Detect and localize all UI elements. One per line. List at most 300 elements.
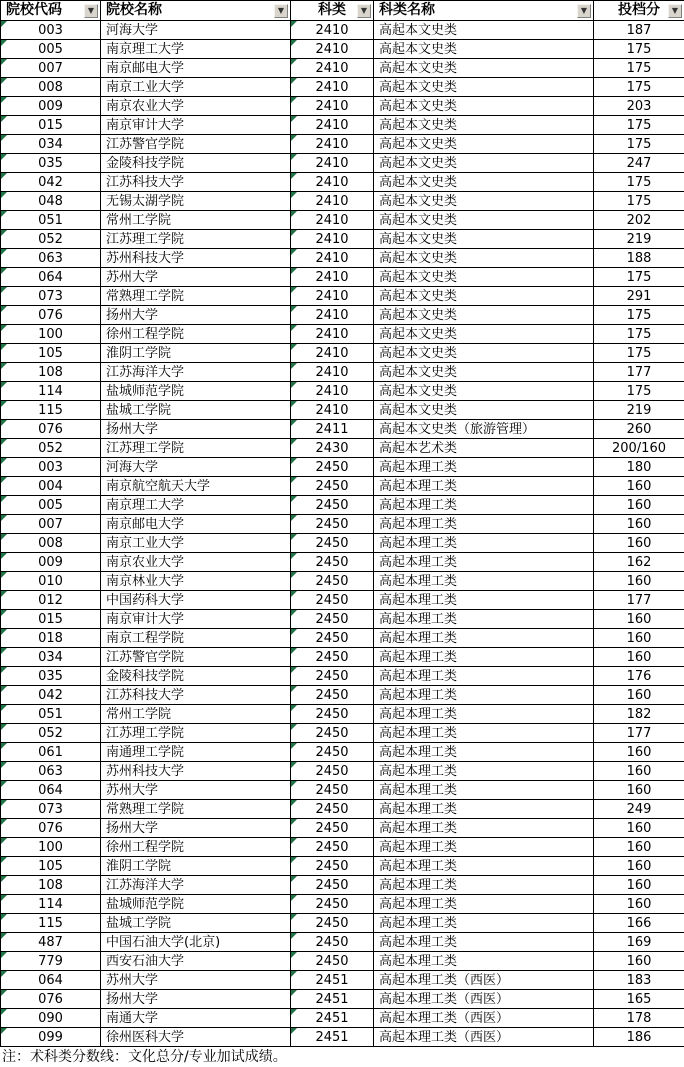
table-row	[1, 154, 684, 173]
cell-college-name: 南京工业大学	[101, 78, 291, 97]
cell-college-name: 江苏科技大学	[101, 686, 291, 705]
cell-college-name: 盐城工学院	[101, 401, 291, 420]
cell-category-code: 2450	[291, 876, 374, 895]
cell-category-code: 2410	[291, 78, 374, 97]
error-indicator-triangle-icon	[291, 97, 297, 103]
cell-category-name: 高起本文史类	[374, 40, 594, 59]
cell-admission-score: 175	[594, 268, 684, 287]
filter-dropdown-button[interactable]: ▼	[274, 4, 288, 18]
cell-college-code: 048	[1, 192, 101, 211]
cell-admission-score: 175	[594, 306, 684, 325]
filter-dropdown-button[interactable]: ▼	[84, 4, 98, 18]
table-row	[1, 363, 684, 382]
table-row	[1, 534, 684, 553]
table-row	[1, 724, 684, 743]
error-indicator-triangle-icon	[291, 686, 297, 692]
cell-category-name: 高起本文史类	[374, 249, 594, 268]
cell-category-code: 2410	[291, 325, 374, 344]
cell-category-name: 高起本理工类	[374, 477, 594, 496]
cell-category-code: 2410	[291, 287, 374, 306]
error-indicator-triangle-icon	[291, 781, 297, 787]
cell-category-code: 2410	[291, 268, 374, 287]
cell-category-code: 2450	[291, 553, 374, 572]
column-header-label: 科类名称	[379, 2, 435, 19]
cell-college-name: 苏州大学	[101, 781, 291, 800]
cell-admission-score: 249	[594, 800, 684, 819]
error-indicator-triangle-icon	[1, 78, 7, 84]
cell-college-code: 008	[1, 534, 101, 553]
cell-category-code: 2450	[291, 496, 374, 515]
cell-college-name: 苏州科技大学	[101, 762, 291, 781]
cell-college-name: 江苏理工学院	[101, 439, 291, 458]
cell-admission-score: 160	[594, 762, 684, 781]
cell-category-name: 高起本理工类	[374, 876, 594, 895]
cell-category-code: 2410	[291, 382, 374, 401]
cell-category-name: 高起本文史类	[374, 230, 594, 249]
table-row	[1, 21, 684, 40]
error-indicator-triangle-icon	[1, 382, 7, 388]
cell-college-code: 090	[1, 1009, 101, 1028]
cell-admission-score: 187	[594, 21, 684, 40]
cell-college-name: 南通大学	[101, 1009, 291, 1028]
cell-admission-score: 188	[594, 249, 684, 268]
error-indicator-triangle-icon	[291, 971, 297, 977]
cell-category-name: 高起本理工类	[374, 629, 594, 648]
cell-category-name: 高起本理工类	[374, 553, 594, 572]
cell-college-name: 常熟理工学院	[101, 800, 291, 819]
cell-college-name: 盐城工学院	[101, 914, 291, 933]
cell-admission-score: 175	[594, 344, 684, 363]
cell-admission-score: 162	[594, 553, 684, 572]
cell-college-name: 南京审计大学	[101, 610, 291, 629]
cell-admission-score: 183	[594, 971, 684, 990]
cell-college-code: 061	[1, 743, 101, 762]
table-row	[1, 192, 684, 211]
cell-category-code: 2451	[291, 1028, 374, 1047]
error-indicator-triangle-icon	[291, 363, 297, 369]
cell-college-code: 015	[1, 116, 101, 135]
cell-category-code: 2450	[291, 610, 374, 629]
cell-admission-score: 175	[594, 192, 684, 211]
error-indicator-triangle-icon	[1, 572, 7, 578]
cell-category-name: 高起本文史类	[374, 173, 594, 192]
error-indicator-triangle-icon	[291, 914, 297, 920]
error-indicator-triangle-icon	[1, 686, 7, 692]
table-row	[1, 819, 684, 838]
error-indicator-triangle-icon	[291, 762, 297, 768]
cell-category-name: 高起本理工类	[374, 914, 594, 933]
table-row	[1, 667, 684, 686]
error-indicator-triangle-icon	[1, 705, 7, 711]
cell-admission-score: 160	[594, 515, 684, 534]
cell-college-code: 015	[1, 610, 101, 629]
error-indicator-triangle-icon	[1, 496, 7, 502]
cell-college-code: 114	[1, 895, 101, 914]
cell-college-code: 076	[1, 306, 101, 325]
table-row	[1, 325, 684, 344]
error-indicator-triangle-icon	[1, 401, 7, 407]
error-indicator-triangle-icon	[1, 591, 7, 597]
cell-college-code: 052	[1, 724, 101, 743]
cell-category-name: 高起本理工类	[374, 800, 594, 819]
cell-college-code: 034	[1, 135, 101, 154]
cell-category-name: 高起本文史类	[374, 363, 594, 382]
error-indicator-triangle-icon	[291, 211, 297, 217]
cell-college-code: 005	[1, 40, 101, 59]
column-header-label: 科类	[318, 2, 346, 19]
error-indicator-triangle-icon	[291, 819, 297, 825]
cell-category-code: 2450	[291, 857, 374, 876]
cell-admission-score: 160	[594, 895, 684, 914]
table-row	[1, 211, 684, 230]
cell-college-name: 金陵科技学院	[101, 154, 291, 173]
cell-category-code: 2410	[291, 97, 374, 116]
cell-admission-score: 203	[594, 97, 684, 116]
cell-college-name: 南京理工大学	[101, 496, 291, 515]
cell-admission-score: 175	[594, 382, 684, 401]
cell-college-name: 淮阴工学院	[101, 857, 291, 876]
cell-category-name: 高起本文史类	[374, 382, 594, 401]
cell-college-name: 南京农业大学	[101, 553, 291, 572]
cell-admission-score: 160	[594, 952, 684, 971]
error-indicator-triangle-icon	[291, 344, 297, 350]
cell-admission-score: 178	[594, 1009, 684, 1028]
cell-admission-score: 160	[594, 496, 684, 515]
cell-college-code: 115	[1, 914, 101, 933]
cell-college-name: 河海大学	[101, 21, 291, 40]
cell-college-code: 487	[1, 933, 101, 952]
error-indicator-triangle-icon	[291, 705, 297, 711]
cell-category-name: 高起本文史类	[374, 192, 594, 211]
cell-college-name: 江苏理工学院	[101, 230, 291, 249]
cell-college-name: 江苏海洋大学	[101, 363, 291, 382]
cell-category-name: 高起本文史类	[374, 154, 594, 173]
cell-college-code: 008	[1, 78, 101, 97]
cell-college-name: 金陵科技学院	[101, 667, 291, 686]
cell-admission-score: 160	[594, 572, 684, 591]
error-indicator-triangle-icon	[291, 116, 297, 122]
error-indicator-triangle-icon	[291, 59, 297, 65]
cell-category-code: 2410	[291, 40, 374, 59]
error-indicator-triangle-icon	[291, 458, 297, 464]
table-row	[1, 173, 684, 192]
filter-dropdown-button[interactable]: ▼	[668, 4, 682, 18]
table-row	[1, 344, 684, 363]
cell-college-code: 114	[1, 382, 101, 401]
cell-college-name: 苏州科技大学	[101, 249, 291, 268]
error-indicator-triangle-icon	[1, 154, 7, 160]
cell-college-name: 中国药科大学	[101, 591, 291, 610]
cell-category-name: 高起本理工类	[374, 743, 594, 762]
cell-college-code: 076	[1, 990, 101, 1009]
error-indicator-triangle-icon	[1, 990, 7, 996]
error-indicator-triangle-icon	[291, 78, 297, 84]
cell-college-code: 009	[1, 97, 101, 116]
cell-category-code: 2450	[291, 591, 374, 610]
table-row	[1, 135, 684, 154]
cell-category-name: 高起本理工类	[374, 515, 594, 534]
table-row	[1, 914, 684, 933]
cell-admission-score: 160	[594, 477, 684, 496]
table-row	[1, 743, 684, 762]
cell-category-code: 2450	[291, 952, 374, 971]
cell-college-code: 108	[1, 876, 101, 895]
column-header-admission-score	[594, 1, 684, 21]
error-indicator-triangle-icon	[291, 401, 297, 407]
table-row	[1, 876, 684, 895]
cell-college-code: 018	[1, 629, 101, 648]
cell-category-name: 高起本文史类	[374, 306, 594, 325]
cell-category-name: 高起本文史类（旅游管理）	[374, 420, 594, 439]
error-indicator-triangle-icon	[1, 971, 7, 977]
error-indicator-triangle-icon	[291, 439, 297, 445]
cell-admission-score: 175	[594, 325, 684, 344]
cell-category-name: 高起本理工类（西医）	[374, 1009, 594, 1028]
table-row	[1, 40, 684, 59]
table-row	[1, 116, 684, 135]
error-indicator-triangle-icon	[291, 1009, 297, 1015]
error-indicator-triangle-icon	[291, 534, 297, 540]
table-row	[1, 895, 684, 914]
cell-category-code: 2450	[291, 838, 374, 857]
cell-college-code: 076	[1, 420, 101, 439]
error-indicator-triangle-icon	[1, 553, 7, 559]
error-indicator-triangle-icon	[1, 40, 7, 46]
cell-college-code: 051	[1, 211, 101, 230]
cell-college-name: 西安石油大学	[101, 952, 291, 971]
error-indicator-triangle-icon	[291, 21, 297, 27]
error-indicator-triangle-icon	[1, 933, 7, 939]
cell-category-code: 2410	[291, 154, 374, 173]
table-body	[1, 21, 684, 1047]
error-indicator-triangle-icon	[291, 572, 297, 578]
cell-college-code: 105	[1, 857, 101, 876]
cell-college-code: 063	[1, 249, 101, 268]
cell-college-code: 073	[1, 287, 101, 306]
cell-category-code: 2410	[291, 363, 374, 382]
error-indicator-triangle-icon	[291, 648, 297, 654]
filter-dropdown-button[interactable]: ▼	[357, 4, 371, 18]
error-indicator-triangle-icon	[1, 458, 7, 464]
table-row	[1, 971, 684, 990]
column-header-college-code	[1, 1, 101, 21]
cell-category-code: 2410	[291, 211, 374, 230]
table-row	[1, 439, 684, 458]
error-indicator-triangle-icon	[1, 116, 7, 122]
error-indicator-triangle-icon	[291, 743, 297, 749]
error-indicator-triangle-icon	[1, 1009, 7, 1015]
cell-category-code: 2410	[291, 173, 374, 192]
error-indicator-triangle-icon	[291, 591, 297, 597]
cell-category-name: 高起本理工类	[374, 534, 594, 553]
table-row	[1, 496, 684, 515]
cell-category-name: 高起本理工类	[374, 952, 594, 971]
cell-college-code: 064	[1, 268, 101, 287]
table-row	[1, 420, 684, 439]
cell-admission-score: 165	[594, 990, 684, 1009]
cell-college-name: 扬州大学	[101, 420, 291, 439]
error-indicator-triangle-icon	[1, 914, 7, 920]
error-indicator-triangle-icon	[1, 667, 7, 673]
cell-college-code: 035	[1, 667, 101, 686]
error-indicator-triangle-icon	[1, 21, 7, 27]
error-indicator-triangle-icon	[291, 135, 297, 141]
table-row	[1, 933, 684, 952]
cell-college-code: 105	[1, 344, 101, 363]
cell-college-name: 河海大学	[101, 458, 291, 477]
table-row	[1, 781, 684, 800]
cell-admission-score: 200/160	[594, 439, 684, 458]
cell-category-name: 高起本理工类	[374, 762, 594, 781]
error-indicator-triangle-icon	[291, 40, 297, 46]
cell-category-code: 2411	[291, 420, 374, 439]
error-indicator-triangle-icon	[291, 287, 297, 293]
cell-category-code: 2410	[291, 306, 374, 325]
cell-college-name: 南京林业大学	[101, 572, 291, 591]
error-indicator-triangle-icon	[291, 952, 297, 958]
error-indicator-triangle-icon	[1, 97, 7, 103]
cell-college-code: 108	[1, 363, 101, 382]
error-indicator-triangle-icon	[291, 249, 297, 255]
cell-category-code: 2451	[291, 971, 374, 990]
error-indicator-triangle-icon	[291, 268, 297, 274]
error-indicator-triangle-icon	[291, 933, 297, 939]
cell-category-code: 2450	[291, 629, 374, 648]
cell-admission-score: 177	[594, 363, 684, 382]
cell-category-name: 高起本文史类	[374, 97, 594, 116]
cell-college-code: 052	[1, 230, 101, 249]
cell-college-code: 042	[1, 686, 101, 705]
cell-college-code: 100	[1, 325, 101, 344]
cell-category-code: 2450	[291, 477, 374, 496]
error-indicator-triangle-icon	[1, 173, 7, 179]
cell-category-name: 高起本文史类	[374, 21, 594, 40]
cell-college-name: 扬州大学	[101, 306, 291, 325]
table-row	[1, 800, 684, 819]
cell-category-name: 高起本文史类	[374, 211, 594, 230]
table-row	[1, 458, 684, 477]
error-indicator-triangle-icon	[1, 857, 7, 863]
cell-category-code: 2430	[291, 439, 374, 458]
error-indicator-triangle-icon	[291, 477, 297, 483]
error-indicator-triangle-icon	[291, 515, 297, 521]
filter-dropdown-button[interactable]: ▼	[577, 4, 591, 18]
table-row	[1, 268, 684, 287]
cell-category-name: 高起本理工类	[374, 458, 594, 477]
cell-college-name: 淮阴工学院	[101, 344, 291, 363]
table-row	[1, 1009, 684, 1028]
column-header-label: 院校名称	[106, 2, 162, 19]
cell-category-code: 2410	[291, 249, 374, 268]
cell-college-code: 042	[1, 173, 101, 192]
cell-admission-score: 160	[594, 819, 684, 838]
cell-category-code: 2450	[291, 686, 374, 705]
cell-category-code: 2450	[291, 724, 374, 743]
error-indicator-triangle-icon	[1, 325, 7, 331]
table-row	[1, 610, 684, 629]
cell-category-code: 2450	[291, 781, 374, 800]
cell-category-name: 高起本理工类	[374, 838, 594, 857]
cell-category-name: 高起本理工类	[374, 591, 594, 610]
cell-college-name: 南通理工学院	[101, 743, 291, 762]
table-row	[1, 515, 684, 534]
error-indicator-triangle-icon	[1, 1028, 7, 1034]
error-indicator-triangle-icon	[1, 59, 7, 65]
cell-category-name: 高起本理工类	[374, 724, 594, 743]
cell-college-code: 073	[1, 800, 101, 819]
column-header-label: 投档分	[618, 2, 660, 19]
cell-category-name: 高起本文史类	[374, 78, 594, 97]
cell-college-code: 100	[1, 838, 101, 857]
cell-college-code: 005	[1, 496, 101, 515]
cell-admission-score: 169	[594, 933, 684, 952]
cell-college-name: 常熟理工学院	[101, 287, 291, 306]
cell-admission-score: 202	[594, 211, 684, 230]
cell-college-name: 扬州大学	[101, 990, 291, 1009]
table-row	[1, 990, 684, 1009]
error-indicator-triangle-icon	[1, 952, 7, 958]
error-indicator-triangle-icon	[291, 1028, 297, 1034]
cell-category-name: 高起本文史类	[374, 344, 594, 363]
error-indicator-triangle-icon	[291, 990, 297, 996]
error-indicator-triangle-icon	[1, 895, 7, 901]
table-row	[1, 78, 684, 97]
error-indicator-triangle-icon	[291, 496, 297, 502]
cell-college-code: 064	[1, 781, 101, 800]
cell-category-code: 2450	[291, 800, 374, 819]
cell-college-code: 115	[1, 401, 101, 420]
cell-admission-score: 175	[594, 135, 684, 154]
cell-category-code: 2450	[291, 705, 374, 724]
cell-category-name: 高起本理工类	[374, 496, 594, 515]
cell-college-name: 徐州工程学院	[101, 838, 291, 857]
cell-category-code: 2410	[291, 401, 374, 420]
cell-admission-score: 166	[594, 914, 684, 933]
cell-college-name: 南京航空航天大学	[101, 477, 291, 496]
table-row	[1, 572, 684, 591]
table-row	[1, 838, 684, 857]
error-indicator-triangle-icon	[291, 154, 297, 160]
error-indicator-triangle-icon	[291, 724, 297, 730]
cell-college-name: 苏州大学	[101, 268, 291, 287]
cell-college-code: 003	[1, 458, 101, 477]
table-row	[1, 952, 684, 971]
table-row	[1, 686, 684, 705]
error-indicator-triangle-icon	[1, 344, 7, 350]
error-indicator-triangle-icon	[1, 876, 7, 882]
cell-category-name: 高起本文史类	[374, 135, 594, 154]
table-row	[1, 59, 684, 78]
cell-college-code: 009	[1, 553, 101, 572]
cell-category-code: 2450	[291, 534, 374, 553]
cell-category-code: 2451	[291, 1009, 374, 1028]
cell-admission-score: 177	[594, 591, 684, 610]
error-indicator-triangle-icon	[291, 857, 297, 863]
cell-admission-score: 186	[594, 1028, 684, 1047]
cell-admission-score: 160	[594, 686, 684, 705]
error-indicator-triangle-icon	[1, 762, 7, 768]
cell-category-code: 2450	[291, 743, 374, 762]
cell-admission-score: 182	[594, 705, 684, 724]
cell-admission-score: 175	[594, 40, 684, 59]
cell-admission-score: 160	[594, 629, 684, 648]
error-indicator-triangle-icon	[1, 268, 7, 274]
cell-admission-score: 219	[594, 401, 684, 420]
cell-category-name: 高起本理工类	[374, 610, 594, 629]
cell-category-name: 高起本理工类（西医）	[374, 1028, 594, 1047]
cell-category-code: 2450	[291, 933, 374, 952]
error-indicator-triangle-icon	[291, 838, 297, 844]
